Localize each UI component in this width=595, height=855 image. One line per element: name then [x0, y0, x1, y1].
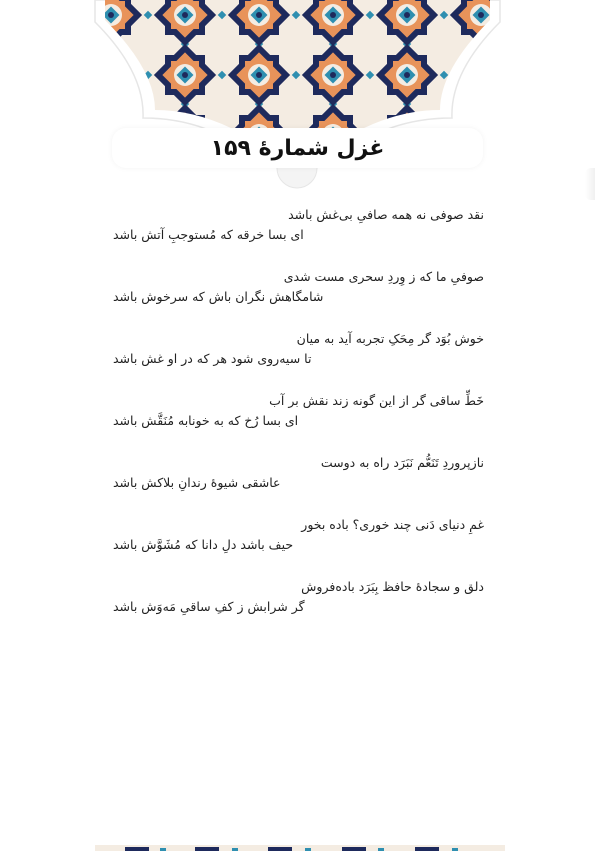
- couplet: [113, 455, 484, 517]
- tile-strip-icon: [0, 845, 595, 851]
- side-tab-decoration: [585, 168, 595, 200]
- title-box: [112, 128, 483, 168]
- couplet: [113, 579, 484, 641]
- hemistich-second: ای بسا خرقه که مُستوجبِ آتش باشد: [113, 227, 304, 242]
- hemistich-first: دلق و سجادهٔ حافظ بِبَرَد باده‌فروش: [301, 579, 484, 594]
- couplet: [113, 331, 484, 393]
- hemistich-second: حیف باشد دلِ دانا که مُشَوَّش باشد: [113, 537, 294, 552]
- hemistich-second: تا سیه‌روی شود هر که در او غش باشد: [113, 351, 312, 366]
- hemistich-first: نقد صوفی نه همه صافیِ بی‌غش باشد: [288, 207, 484, 222]
- hemistich-first: صوفیِ ما که ز وِردِ سحری مست شدی: [283, 269, 484, 284]
- poem-body: [113, 207, 484, 641]
- hemistich-second: شامگاهش نگران باش که سرخوش باشد: [113, 289, 324, 304]
- footer-ornament: [0, 836, 595, 842]
- hemistich-first: نازپروردِ تَنَعُّم نَبَرَد راه به دوست: [320, 455, 484, 470]
- couplet: [113, 207, 484, 269]
- hemistich-second: گر شرابش ز کفِ ساقیِ مَه‌وَش باشد: [113, 599, 305, 614]
- hemistich-first: غمِ دنیای دَنی چند خوری؟ باده بخور: [301, 517, 484, 532]
- header-ornament: [0, 0, 595, 200]
- couplet: [113, 393, 484, 455]
- hemistich-second: عاشقی شیوهٔ رندانِ بلاکش باشد: [113, 475, 281, 490]
- couplet: [113, 269, 484, 331]
- hemistich-first: خَطِّ ساقی گر از این گونه زند نقش بر آب: [269, 393, 484, 408]
- islamic-tile-ornament-icon: [0, 0, 595, 200]
- couplet: [113, 517, 484, 579]
- hemistich-first: خوش بُوَد گر مِحَکِ تجربه آید به میان: [296, 331, 484, 346]
- hemistich-second: ای بسا رُخ که به خونابه مُنَقَّش باشد: [113, 413, 299, 428]
- page-title: غزل شمارهٔ ۱۵۹: [210, 135, 385, 161]
